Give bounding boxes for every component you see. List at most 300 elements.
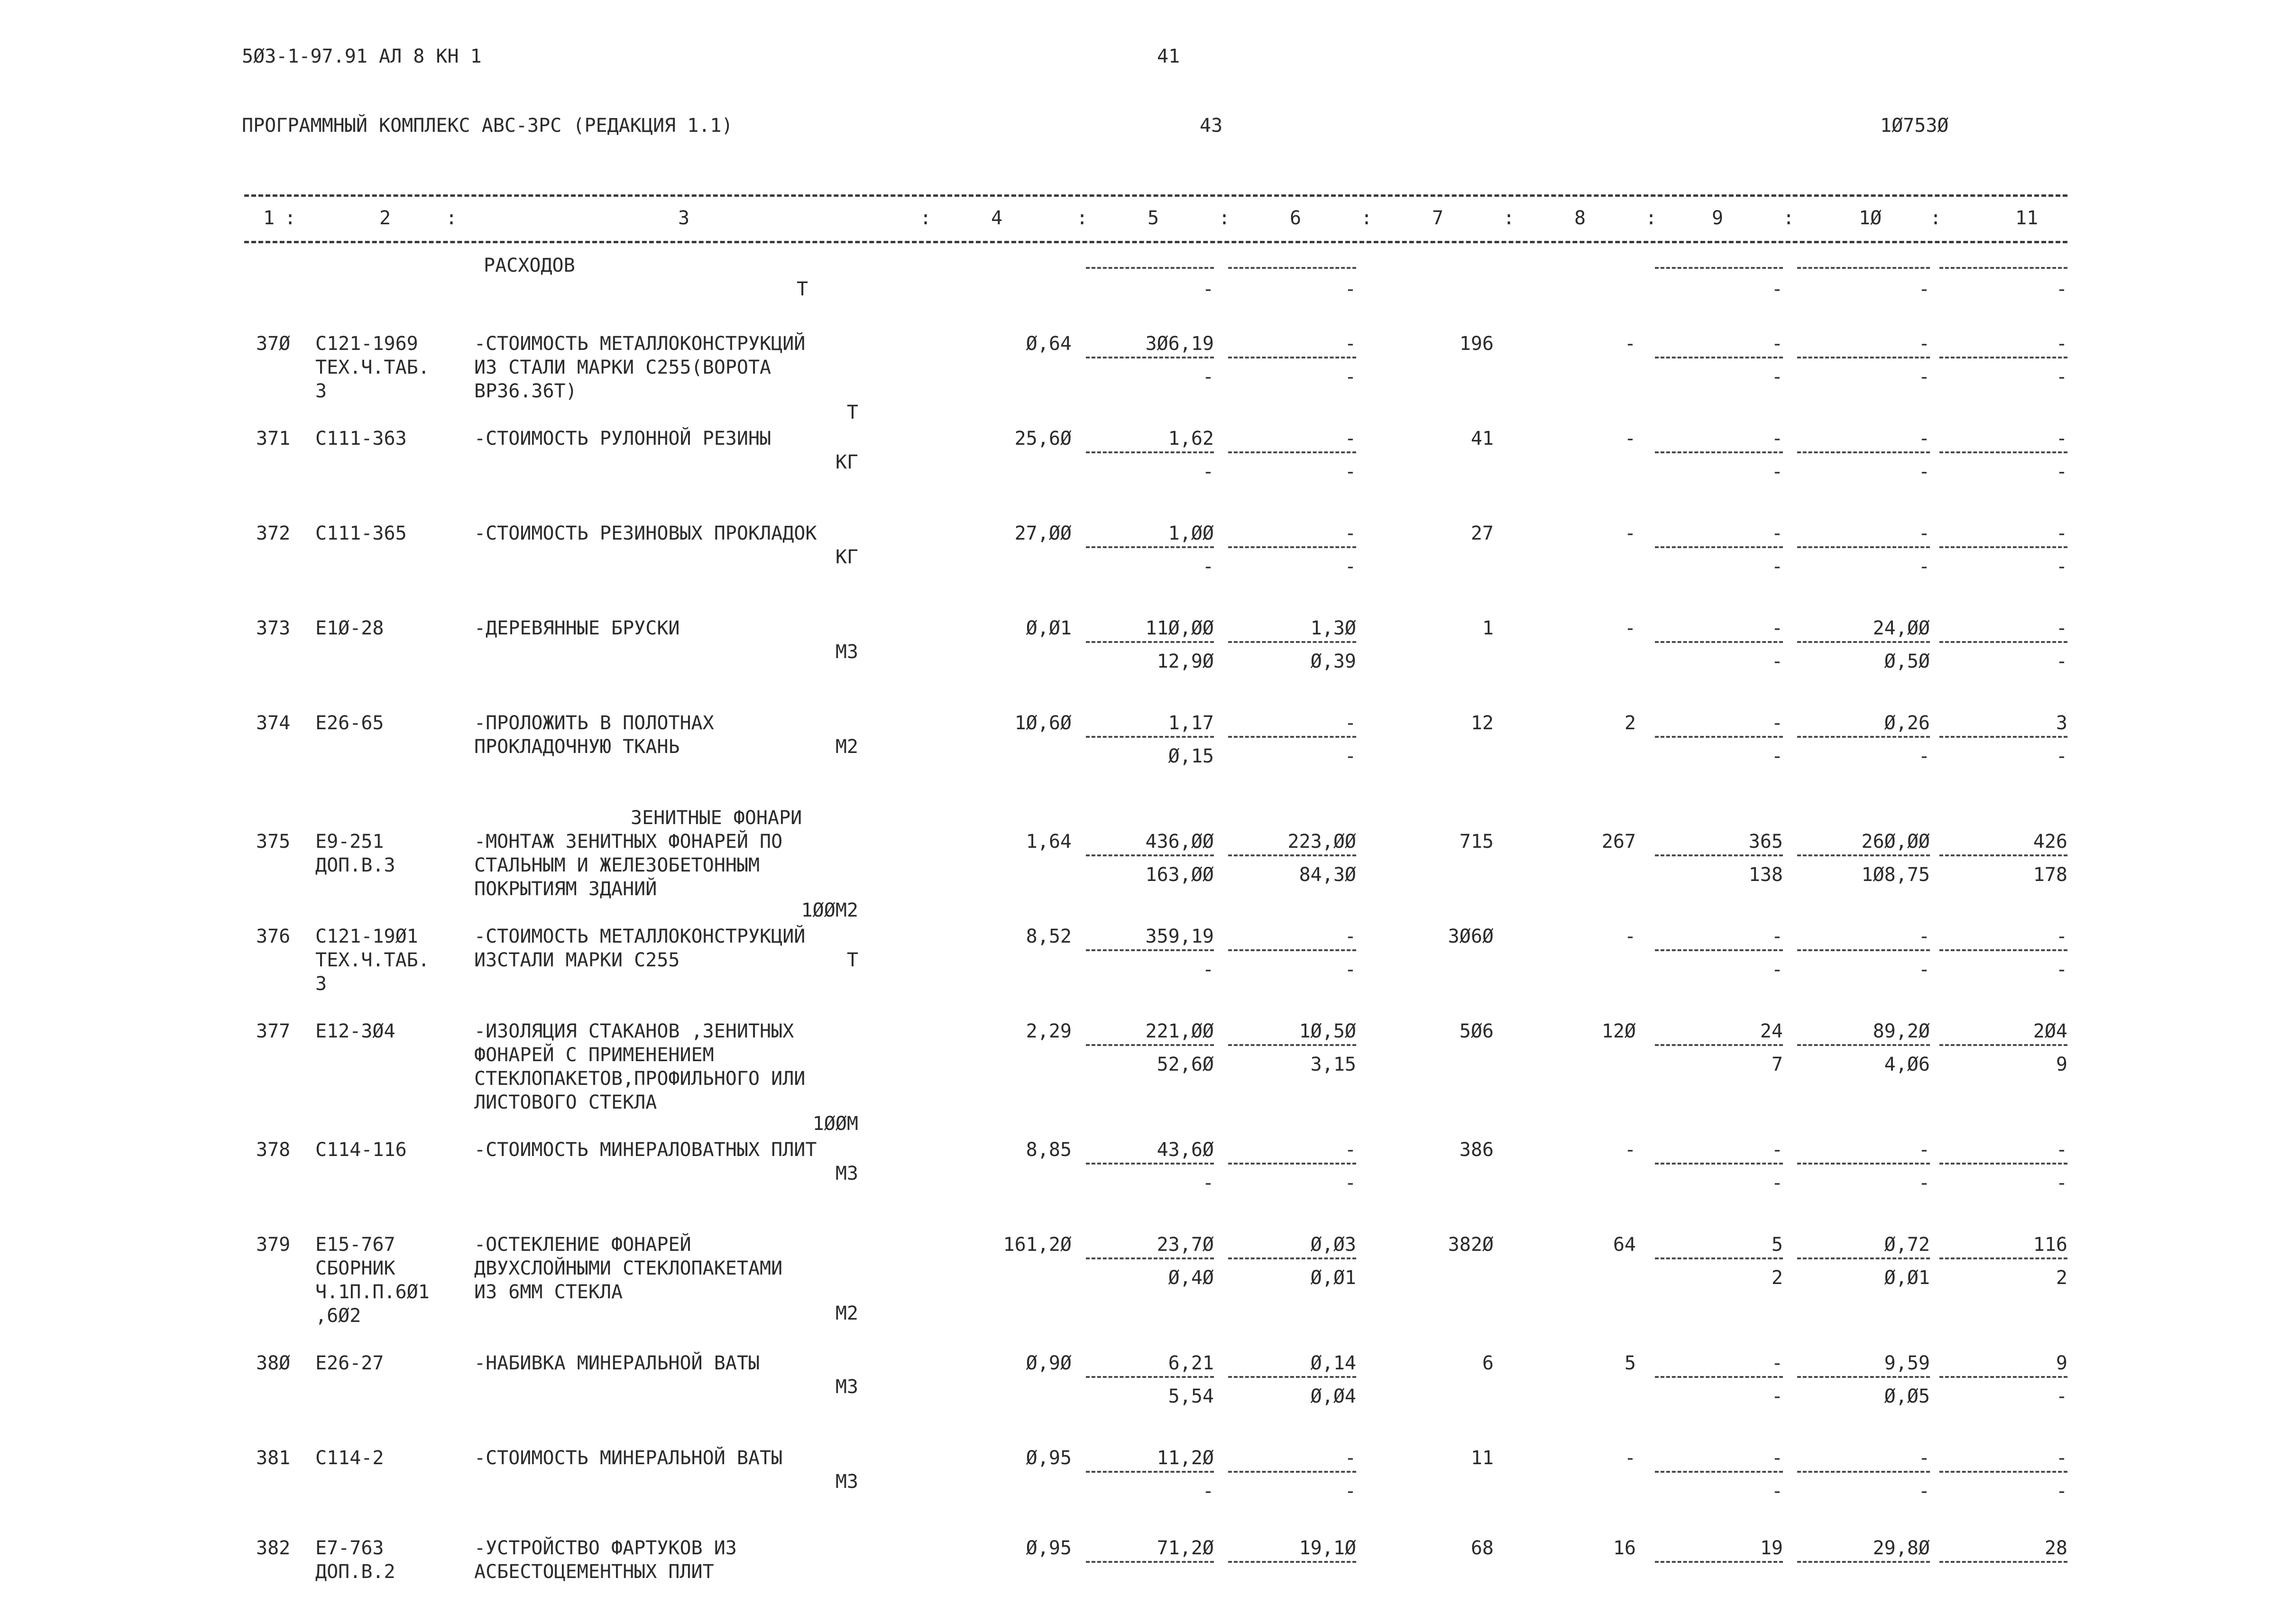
divider-line <box>1655 357 1783 358</box>
norm-code: 3 <box>315 973 327 995</box>
value-c8: 12Ø <box>1601 1020 1636 1042</box>
unit: М2 <box>835 736 858 758</box>
divider-line <box>1939 1257 2067 1259</box>
work-description: -СТОИМОСТЬ РЕЗИНОВЫХ ПРОКЛАДОК <box>474 523 817 544</box>
column-separator: : <box>1930 207 1942 229</box>
work-description: АСБЕСТОЦЕМЕНТНЫХ ПЛИТ <box>474 1561 714 1583</box>
norm-code: С111-365 <box>315 523 407 544</box>
value-c9-secondary: - <box>1771 651 1783 672</box>
unit: М3 <box>835 1471 858 1493</box>
unit: М3 <box>835 641 858 663</box>
divider-line <box>1086 1044 1214 1046</box>
divider-line <box>1797 1376 1930 1378</box>
unit: КГ <box>835 451 858 473</box>
value-c6-secondary: - <box>1344 556 1356 578</box>
value-c10-secondary: 1Ø8,75 <box>1861 864 1930 886</box>
work-description: ВР36.36Т) <box>474 380 577 402</box>
divider-line <box>1797 267 1930 269</box>
value-c11: 9 <box>2056 1352 2067 1374</box>
section-heading: ЗЕНИТНЫЕ ФОНАРИ <box>631 807 802 829</box>
value-c10-secondary: Ø,Ø1 <box>1884 1267 1930 1289</box>
divider-line <box>1655 736 1783 738</box>
value-c7: 41 <box>1470 428 1494 450</box>
divider-line <box>1086 1376 1214 1378</box>
divider-line <box>1228 641 1356 643</box>
value-c7: 5Ø6 <box>1459 1020 1494 1042</box>
value-c8: - <box>1624 523 1636 544</box>
divider-line <box>1797 546 1930 548</box>
value-c10: - <box>1918 428 1930 450</box>
norm-code: ,6Ø2 <box>315 1305 361 1327</box>
work-description: ФОНАРЕЙ С ПРИМЕНЕНИЕМ <box>474 1044 714 1066</box>
value-c9-secondary: - <box>1771 959 1783 981</box>
unit: М2 <box>835 1303 858 1324</box>
column-separator: : <box>1783 207 1795 229</box>
divider-line <box>1939 736 2067 738</box>
value-c7: 386 <box>1459 1139 1494 1161</box>
value-c10: 89,2Ø <box>1873 1020 1930 1042</box>
value-c5: 11,2Ø <box>1157 1447 1214 1469</box>
value-c8: - <box>1624 926 1636 947</box>
norm-code: Е1Ø-28 <box>315 617 384 639</box>
work-description: ДВУХСЛОЙНЫМИ СТЕКЛОПАКЕТАМИ <box>474 1257 783 1279</box>
value-c8: 2 <box>1624 712 1636 734</box>
value-c11-secondary: - <box>2056 1480 2067 1502</box>
value-c8: 16 <box>1613 1537 1636 1559</box>
divider-line <box>1655 949 1783 951</box>
value-c9: - <box>1771 1447 1783 1469</box>
divider-line <box>1086 451 1214 453</box>
value-c11-secondary: - <box>2056 461 2067 483</box>
value-c6: - <box>1344 428 1356 450</box>
value-c10-secondary: - <box>1918 366 1930 388</box>
divider-line <box>1797 1561 1930 1563</box>
value-c6: 19,1Ø <box>1299 1537 1356 1559</box>
value-c5-secondary: - <box>1202 461 1214 483</box>
column-separator: : <box>1219 207 1231 229</box>
value-c11: 426 <box>2033 831 2067 853</box>
value-c8: 267 <box>1601 831 1636 853</box>
work-description: СТАЛЬНЫМ И ЖЕЛЕЗОБЕТОННЫМ <box>474 854 760 876</box>
norm-code: СБОРНИК <box>315 1257 395 1279</box>
carry-over-c9-secondary: - <box>1771 278 1783 300</box>
value-c9: - <box>1771 333 1783 355</box>
value-c8: 64 <box>1613 1234 1636 1256</box>
value-c11: 116 <box>2033 1234 2067 1256</box>
value-c5-secondary: - <box>1202 959 1214 981</box>
value-c10-secondary: - <box>1918 556 1930 578</box>
divider-line <box>1797 641 1930 643</box>
norm-code: Ч.1П.П.6Ø1 <box>315 1281 430 1303</box>
work-description: ИЗ СТАЛИ МАРКИ С255(ВОРОТА <box>474 357 771 378</box>
divider-line <box>1655 546 1783 548</box>
work-description: -МОНТАЖ ЗЕНИТНЫХ ФОНАРЕЙ ПО <box>474 831 783 853</box>
value-c6: - <box>1344 1139 1356 1161</box>
value-c10-secondary: - <box>1918 745 1930 767</box>
value-c5-secondary: - <box>1202 366 1214 388</box>
column-header-8: 8 <box>1574 207 1586 229</box>
divider-line <box>1797 1163 1930 1165</box>
value-c7: 382Ø <box>1448 1234 1494 1256</box>
column-header-4: 4 <box>991 207 1003 229</box>
norm-code: Е26-65 <box>315 712 384 734</box>
value-c10: - <box>1918 333 1930 355</box>
row-number: 38Ø <box>256 1352 291 1374</box>
work-description: ЛИСТОВОГО СТЕКЛА <box>474 1092 657 1113</box>
norm-code: С121-1969 <box>315 333 418 355</box>
norm-code: Е12-3Ø4 <box>315 1020 395 1042</box>
value-c10-secondary: - <box>1918 959 1930 981</box>
value-c8: - <box>1624 1447 1636 1469</box>
divider-line <box>1939 1163 2067 1165</box>
value-c8: - <box>1624 617 1636 639</box>
divider-line <box>1939 267 2067 269</box>
value-c7: 68 <box>1470 1537 1494 1559</box>
value-c11-secondary: - <box>2056 366 2067 388</box>
value-c11-secondary: - <box>2056 1385 2067 1407</box>
divider-line <box>1228 1163 1356 1165</box>
divider-line <box>1655 1163 1783 1165</box>
norm-code: ДОП.В.3 <box>315 854 395 876</box>
norm-code: С114-2 <box>315 1447 384 1469</box>
column-separator: : <box>1645 207 1657 229</box>
divider-line <box>1086 641 1214 643</box>
value-c10: 29,8Ø <box>1873 1537 1930 1559</box>
value-c10-secondary: Ø,5Ø <box>1884 651 1930 672</box>
value-c7: 1 <box>1482 617 1494 639</box>
value-c6: Ø,14 <box>1310 1352 1356 1374</box>
norm-code: ТЕХ.Ч.ТАБ. <box>315 357 430 378</box>
divider-line <box>1797 451 1930 453</box>
divider-line <box>1086 1163 1214 1165</box>
row-number: 374 <box>256 712 291 734</box>
value-c10: Ø,72 <box>1884 1234 1930 1256</box>
value-c9: - <box>1771 1352 1783 1374</box>
unit: КГ <box>835 546 858 568</box>
divider-line <box>1655 854 1783 856</box>
value-c9: 24 <box>1760 1020 1783 1042</box>
value-c5-secondary: 163,ØØ <box>1145 864 1214 886</box>
row-number: 381 <box>256 1447 291 1469</box>
value-c6: Ø,Ø3 <box>1310 1234 1356 1256</box>
value-c11: - <box>2056 1447 2067 1469</box>
value-c7: 6 <box>1482 1352 1494 1374</box>
divider-line <box>1228 267 1356 269</box>
document-number: 1Ø753Ø <box>1880 115 1949 137</box>
work-description: -ДЕРЕВЯННЫЕ БРУСКИ <box>474 617 680 639</box>
divider-line <box>1086 267 1214 269</box>
quantity: Ø,64 <box>1026 333 1072 355</box>
unit: М3 <box>835 1376 858 1398</box>
value-c11: - <box>2056 333 2067 355</box>
divider-line <box>1655 1376 1783 1378</box>
value-c10: - <box>1918 1447 1930 1469</box>
value-c11: - <box>2056 428 2067 450</box>
value-c5-secondary: - <box>1202 556 1214 578</box>
column-separator: : <box>1076 207 1088 229</box>
value-c5-secondary: 5,54 <box>1168 1385 1214 1407</box>
divider-line <box>1086 736 1214 738</box>
value-c9: - <box>1771 926 1783 947</box>
divider-line <box>1086 1471 1214 1473</box>
divider-line <box>1228 1257 1356 1259</box>
quantity: Ø,9Ø <box>1026 1352 1072 1374</box>
value-c7: 3Ø6Ø <box>1448 926 1494 947</box>
value-c5: 359,19 <box>1145 926 1214 947</box>
work-description: ИЗ 6ММ СТЕКЛА <box>474 1281 623 1303</box>
norm-code: 3 <box>315 380 327 402</box>
value-c7: 27 <box>1470 523 1494 544</box>
value-c11-secondary: - <box>2056 1172 2067 1194</box>
divider-line <box>1086 546 1214 548</box>
sheet-number: 41 <box>1157 46 1180 67</box>
value-c6: 1,3Ø <box>1310 617 1356 639</box>
divider-line <box>1228 1471 1356 1473</box>
value-c9: - <box>1771 523 1783 544</box>
quantity: 1Ø,6Ø <box>1014 712 1072 734</box>
value-c9: 5 <box>1771 1234 1783 1256</box>
value-c6-secondary: - <box>1344 461 1356 483</box>
divider-line <box>1939 1561 2067 1563</box>
value-c11: - <box>2056 1139 2067 1161</box>
value-c9-secondary: - <box>1771 556 1783 578</box>
column-header-2: 2 <box>379 207 391 229</box>
value-c5: 71,2Ø <box>1157 1537 1214 1559</box>
value-c5: 1,62 <box>1168 428 1214 450</box>
unit: 1ØØМ <box>812 1113 858 1135</box>
quantity: 1,64 <box>1026 831 1072 853</box>
value-c11: 28 <box>2044 1537 2067 1559</box>
norm-code: Е15-767 <box>315 1234 395 1256</box>
value-c10: 9,59 <box>1884 1352 1930 1374</box>
value-c11-secondary: 2 <box>2056 1267 2067 1289</box>
value-c8: - <box>1624 428 1636 450</box>
value-c5: 23,7Ø <box>1157 1234 1214 1256</box>
divider-line <box>1228 854 1356 856</box>
value-c11: 3 <box>2056 712 2067 734</box>
value-c5: 1,17 <box>1168 712 1214 734</box>
work-description: СТЕКЛОПАКЕТОВ,ПРОФИЛЬНОГО ИЛИ <box>474 1068 806 1090</box>
row-number: 379 <box>256 1234 291 1256</box>
value-c11-secondary: 9 <box>2056 1054 2067 1075</box>
quantity: 27,ØØ <box>1014 523 1072 544</box>
value-c8: - <box>1624 1139 1636 1161</box>
row-number: 371 <box>256 428 291 450</box>
divider-line <box>1797 357 1930 358</box>
value-c6-secondary: - <box>1344 1172 1356 1194</box>
divider-line <box>1939 1471 2067 1473</box>
value-c9: - <box>1771 712 1783 734</box>
carry-over-c10-secondary: - <box>1918 278 1930 300</box>
divider-line <box>1939 451 2067 453</box>
quantity: Ø,Ø1 <box>1026 617 1072 639</box>
divider-line <box>1086 854 1214 856</box>
value-c10-secondary: Ø,Ø5 <box>1884 1385 1930 1407</box>
divider-line <box>1228 736 1356 738</box>
row-number: 376 <box>256 926 291 947</box>
value-c6-secondary: 84,3Ø <box>1299 864 1356 886</box>
value-c6-secondary: - <box>1344 366 1356 388</box>
norm-code: Е26-27 <box>315 1352 384 1374</box>
divider-line <box>1655 1561 1783 1563</box>
row-number: 378 <box>256 1139 291 1161</box>
value-c6: - <box>1344 1447 1356 1469</box>
value-c7: 11 <box>1470 1447 1494 1469</box>
divider-line <box>1939 641 2067 643</box>
work-description: -СТОИМОСТЬ РУЛОННОЙ РЕЗИНЫ <box>474 428 771 450</box>
divider-line <box>1797 1471 1930 1473</box>
value-c6-secondary: - <box>1344 1480 1356 1502</box>
work-description: -УСТРОЙСТВО ФАРТУКОВ ИЗ <box>474 1537 737 1559</box>
divider-line <box>1086 357 1214 358</box>
value-c5-secondary: 12,9Ø <box>1157 651 1214 672</box>
divider-line <box>1655 1044 1783 1046</box>
value-c11-secondary: - <box>2056 651 2067 672</box>
divider-line <box>1797 1044 1930 1046</box>
unit: Т <box>846 949 858 971</box>
column-separator: : <box>1361 207 1373 229</box>
divider-line <box>1939 949 2067 951</box>
value-c6: - <box>1344 712 1356 734</box>
value-c6-secondary: Ø,Ø1 <box>1310 1267 1356 1289</box>
value-c5: 436,ØØ <box>1145 831 1214 853</box>
value-c10-secondary: 4,Ø6 <box>1884 1054 1930 1075</box>
value-c6: - <box>1344 523 1356 544</box>
value-c10: - <box>1918 523 1930 544</box>
value-c10: 26Ø,ØØ <box>1861 831 1930 853</box>
carry-over-c6-secondary: - <box>1344 278 1356 300</box>
value-c9-secondary: - <box>1771 1385 1783 1407</box>
divider-line <box>1228 949 1356 951</box>
value-c6-secondary: Ø,Ø4 <box>1310 1385 1356 1407</box>
value-c5: 11Ø,ØØ <box>1145 617 1214 639</box>
column-separator: : <box>1503 207 1515 229</box>
divider-line <box>1655 1471 1783 1473</box>
work-description: -НАБИВКА МИНЕРАЛЬНОЙ ВАТЫ <box>474 1352 760 1374</box>
value-c7: 715 <box>1459 831 1494 853</box>
value-c9-secondary: - <box>1771 745 1783 767</box>
quantity: Ø,95 <box>1026 1447 1072 1469</box>
quantity: 8,85 <box>1026 1139 1072 1161</box>
divider-line <box>1797 949 1930 951</box>
unit: Т <box>846 402 858 423</box>
divider-line <box>1228 357 1356 358</box>
column-header-7: 7 <box>1432 207 1444 229</box>
value-c5: 43,6Ø <box>1157 1139 1214 1161</box>
value-c6: - <box>1344 926 1356 947</box>
value-c5: 1,ØØ <box>1168 523 1214 544</box>
divider-line <box>1228 546 1356 548</box>
divider-line <box>1939 1044 2067 1046</box>
column-header-9: 9 <box>1712 207 1724 229</box>
document-code: 5Ø3-1-97.91 АЛ 8 КН 1 <box>242 46 482 67</box>
column-separator: : <box>920 207 932 229</box>
divider-line <box>1228 1044 1356 1046</box>
quantity: 25,6Ø <box>1014 428 1072 450</box>
header-rule-bottom <box>244 241 2067 243</box>
value-c6: 223,ØØ <box>1287 831 1356 853</box>
carry-over-unit: Т <box>797 278 808 300</box>
divider-line <box>1228 1376 1356 1378</box>
value-c6-secondary: - <box>1344 959 1356 981</box>
norm-code: ДОП.В.2 <box>315 1561 395 1583</box>
value-c9-secondary: - <box>1771 1480 1783 1502</box>
work-description: -СТОИМОСТЬ МЕТАЛЛОКОНСТРУКЦИЙ <box>474 926 806 947</box>
value-c11-secondary: - <box>2056 556 2067 578</box>
column-header-11: 11 <box>2015 207 2039 229</box>
divider-line <box>1939 854 2067 856</box>
divider-line <box>1655 451 1783 453</box>
work-description: -СТОИМОСТЬ МЕТАЛЛОКОНСТРУКЦИЙ <box>474 333 806 355</box>
value-c9-secondary: - <box>1771 1172 1783 1194</box>
column-header-5: 5 <box>1148 207 1159 229</box>
value-c5-secondary: Ø,4Ø <box>1168 1267 1214 1289</box>
value-c6-secondary: 3,15 <box>1310 1054 1356 1075</box>
row-number: 382 <box>256 1537 291 1559</box>
work-description: -ПРОЛОЖИТЬ В ПОЛОТНАХ <box>474 712 714 734</box>
value-c9: - <box>1771 617 1783 639</box>
norm-code: С111-363 <box>315 428 407 450</box>
value-c10-secondary: - <box>1918 1172 1930 1194</box>
value-c7: 196 <box>1459 333 1494 355</box>
value-c11-secondary: 178 <box>2033 864 2067 886</box>
value-c10: - <box>1918 926 1930 947</box>
value-c9: 19 <box>1760 1537 1783 1559</box>
page-number: 43 <box>1200 115 1223 137</box>
value-c6: 1Ø,5Ø <box>1299 1020 1356 1042</box>
divider-line <box>1086 1257 1214 1259</box>
column-header-6: 6 <box>1290 207 1302 229</box>
value-c5-secondary: - <box>1202 1480 1214 1502</box>
norm-code: С121-19Ø1 <box>315 926 418 947</box>
value-c11-secondary: - <box>2056 745 2067 767</box>
value-c5-secondary: 52,6Ø <box>1157 1054 1214 1075</box>
divider-line <box>1797 854 1930 856</box>
column-separator: : <box>446 207 458 229</box>
value-c6-secondary: - <box>1344 745 1356 767</box>
row-number: 373 <box>256 617 291 639</box>
work-description: -ОСТЕКЛЕНИЕ ФОНАРЕЙ <box>474 1234 691 1256</box>
work-description: -ИЗОЛЯЦИЯ СТАКАНОВ ,ЗЕНИТНЫХ <box>474 1020 794 1042</box>
column-header-10: 1Ø <box>1859 207 1882 229</box>
program-title: ПРОГРАММНЫЙ КОМПЛЕКС АВС-3РС (РЕДАКЦИЯ 1.1) <box>242 115 733 137</box>
column-header-3: 3 <box>678 207 690 229</box>
value-c6-secondary: Ø,39 <box>1310 651 1356 672</box>
divider-line <box>1655 1257 1783 1259</box>
row-number: 377 <box>256 1020 291 1042</box>
value-c10: - <box>1918 1139 1930 1161</box>
value-c11-secondary: - <box>2056 959 2067 981</box>
value-c8: - <box>1624 333 1636 355</box>
value-c9: - <box>1771 1139 1783 1161</box>
value-c9-secondary: 138 <box>1748 864 1783 886</box>
quantity: Ø,95 <box>1026 1537 1072 1559</box>
value-c9-secondary: 2 <box>1771 1267 1783 1289</box>
value-c5-secondary: Ø,15 <box>1168 745 1214 767</box>
value-c11: - <box>2056 523 2067 544</box>
value-c11: - <box>2056 617 2067 639</box>
divider-line <box>1797 736 1930 738</box>
row-number: 375 <box>256 831 291 853</box>
value-c11: 2Ø4 <box>2033 1020 2067 1042</box>
unit: М3 <box>835 1163 858 1184</box>
carry-over-text: РАСХОДОВ <box>484 255 575 276</box>
column-header-1: 1 <box>263 207 275 229</box>
divider-line <box>1086 949 1214 951</box>
value-c8: 5 <box>1624 1352 1636 1374</box>
divider-line <box>1939 1376 2067 1378</box>
divider-line <box>1228 1561 1356 1563</box>
